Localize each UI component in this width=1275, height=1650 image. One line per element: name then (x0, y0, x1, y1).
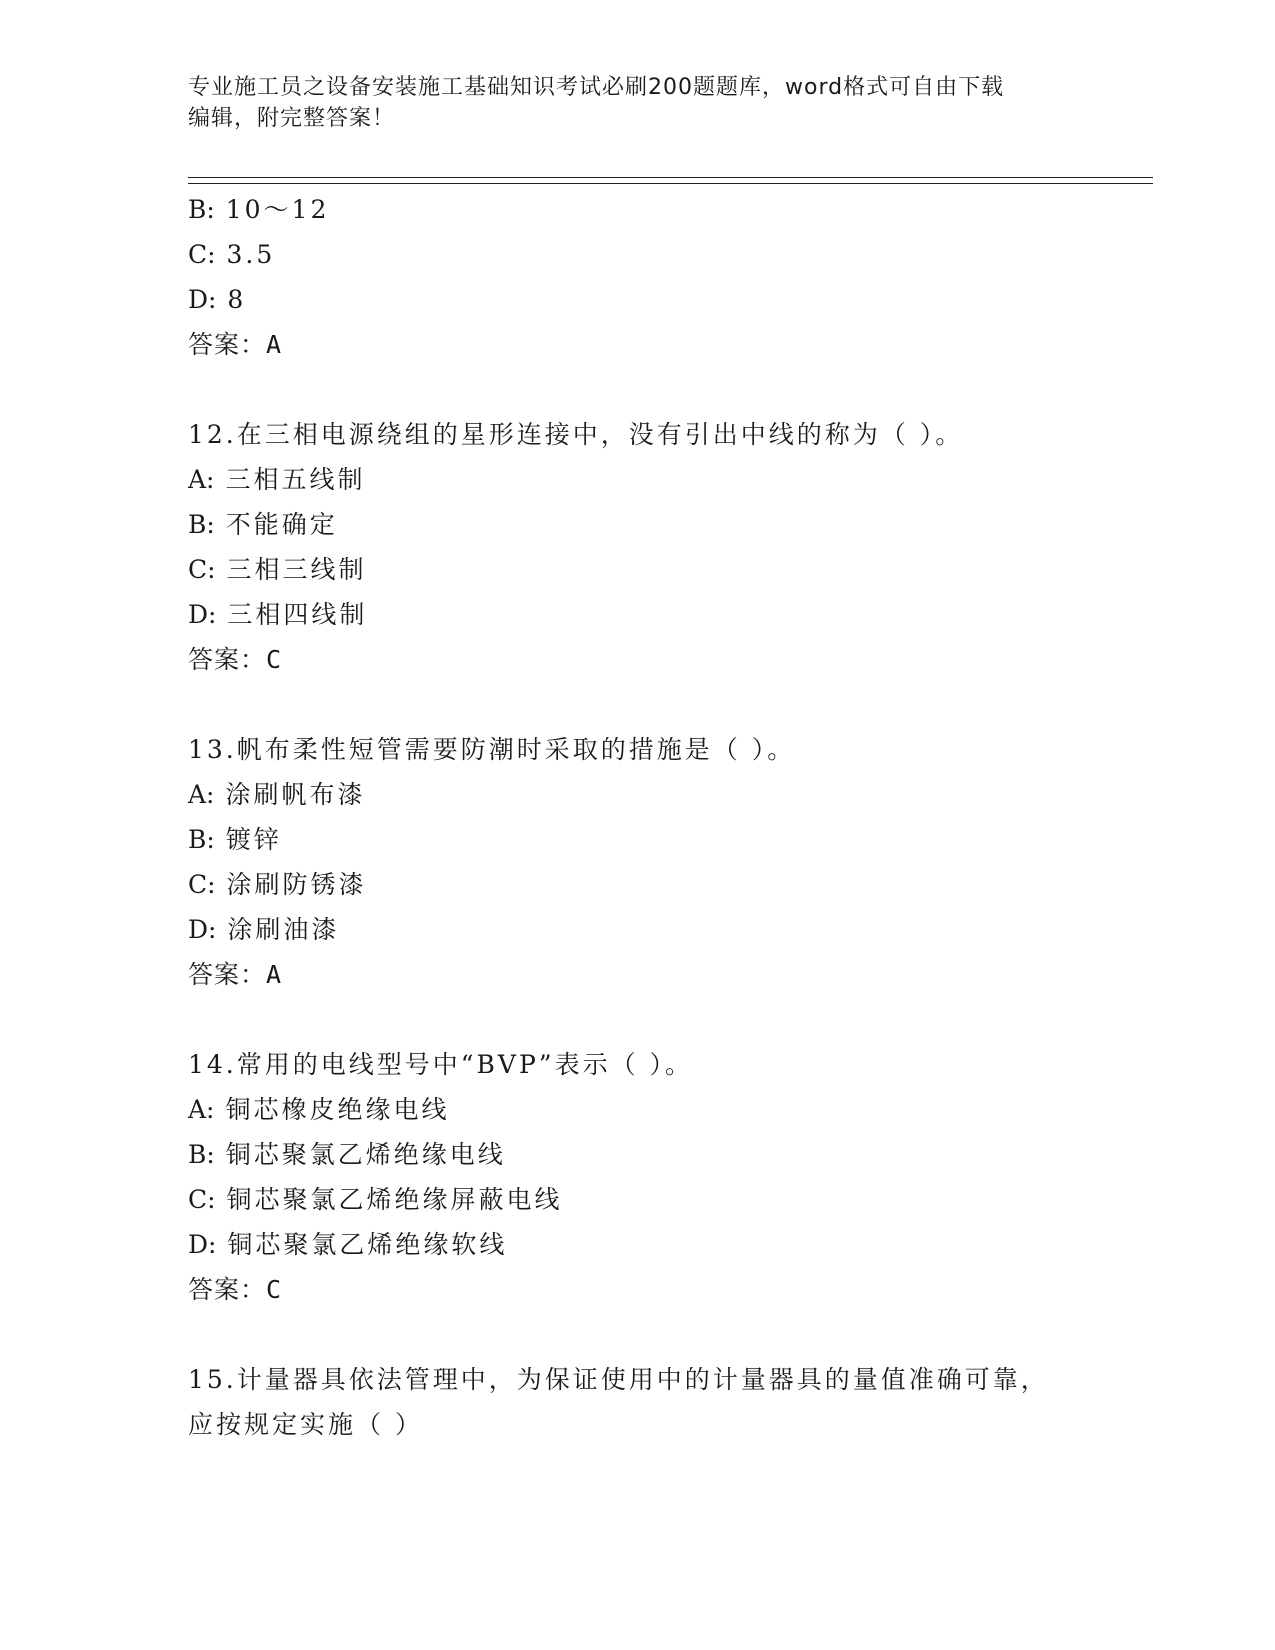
q11-option-d (188, 283, 246, 317)
option-letter: B: (188, 1140, 215, 1169)
option-text: 三相四线制 (227, 600, 368, 629)
answer-label: 答案： (188, 645, 267, 674)
answer-label: 答案： (188, 330, 267, 359)
q11-answer (188, 328, 282, 362)
q12-option-c (188, 553, 367, 587)
option-letter: A: (188, 1095, 215, 1124)
q12-option-b (188, 508, 338, 542)
q13-option-d (188, 913, 339, 947)
q14-option-b (188, 1138, 506, 1172)
option-text: 三相三线制 (226, 555, 367, 584)
q13-option-c (188, 868, 367, 902)
option-text: 3.5 (226, 240, 276, 269)
q14-option-a (188, 1093, 449, 1127)
q12-stem: 12.在三相电源绕组的星形连接中，没有引出中线的称为（ ）。 (188, 420, 964, 449)
option-text: 铜芯橡皮绝缘电线 (225, 1095, 450, 1124)
option-letter: C: (188, 555, 216, 584)
answer-value: C (266, 1275, 283, 1304)
q14-stem: 14.常用的电线型号中“BVP”表示（ ）。 (188, 1050, 694, 1079)
option-letter: C: (188, 1185, 216, 1214)
option-text: 涂刷帆布漆 (225, 780, 366, 809)
q12-option-a (188, 463, 365, 497)
option-letter: A: (188, 465, 215, 494)
header-divider-top (188, 177, 1153, 178)
option-letter: C: (188, 870, 216, 899)
q12-answer (188, 643, 282, 677)
q12-option-d (188, 598, 367, 632)
option-text: 涂刷防锈漆 (226, 870, 367, 899)
option-letter: D: (188, 600, 217, 629)
answer-value: C (266, 645, 283, 674)
q15-stem-line-2: 应按规定实施（ ） (188, 1410, 423, 1439)
answer-label: 答案： (188, 960, 267, 989)
option-letter: D: (188, 1230, 217, 1259)
option-text: 不能确定 (225, 510, 338, 539)
option-text: 铜芯聚氯乙烯绝缘软线 (227, 1230, 508, 1259)
header-divider-bottom (188, 183, 1153, 184)
q11-option-b (188, 193, 329, 227)
answer-label: 答案： (188, 1275, 267, 1304)
option-text: 涂刷油漆 (227, 915, 340, 944)
option-letter: D: (188, 285, 217, 314)
option-letter: B: (188, 195, 215, 224)
option-letter: C: (188, 240, 216, 269)
option-letter: A: (188, 780, 215, 809)
option-text: 8 (227, 285, 247, 314)
q13-option-a (188, 778, 365, 812)
q13-stem: 13.帆布柔性短管需要防潮时采取的措施是（ ）。 (188, 735, 796, 764)
option-letter: B: (188, 825, 215, 854)
option-text: 镀锌 (225, 825, 282, 854)
header-title-line-2: 编辑，附完整答案！ (188, 106, 396, 131)
option-text: 铜芯聚氯乙烯绝缘屏蔽电线 (226, 1185, 563, 1214)
answer-value: A (266, 330, 283, 359)
option-letter: D: (188, 915, 217, 944)
q14-answer (188, 1273, 282, 1307)
option-text: 铜芯聚氯乙烯绝缘电线 (225, 1140, 506, 1169)
document-header (188, 72, 1088, 134)
header-title-line-1: 专业施工员之设备安装施工基础知识考试必刷200题题库，word格式可自由下载 (188, 75, 1005, 100)
q13-option-b (188, 823, 282, 857)
q14-option-d (188, 1228, 507, 1262)
answer-value: A (266, 960, 283, 989)
q15-stem-line-1: 15.计量器具依法管理中，为保证使用中的计量器具的量值准确可靠， (188, 1365, 1049, 1394)
q14-option-c (188, 1183, 563, 1217)
q11-option-c (188, 238, 275, 272)
option-text: 10～12 (225, 195, 330, 224)
option-letter: B: (188, 510, 215, 539)
option-text: 三相五线制 (225, 465, 366, 494)
q13-answer (188, 958, 282, 992)
